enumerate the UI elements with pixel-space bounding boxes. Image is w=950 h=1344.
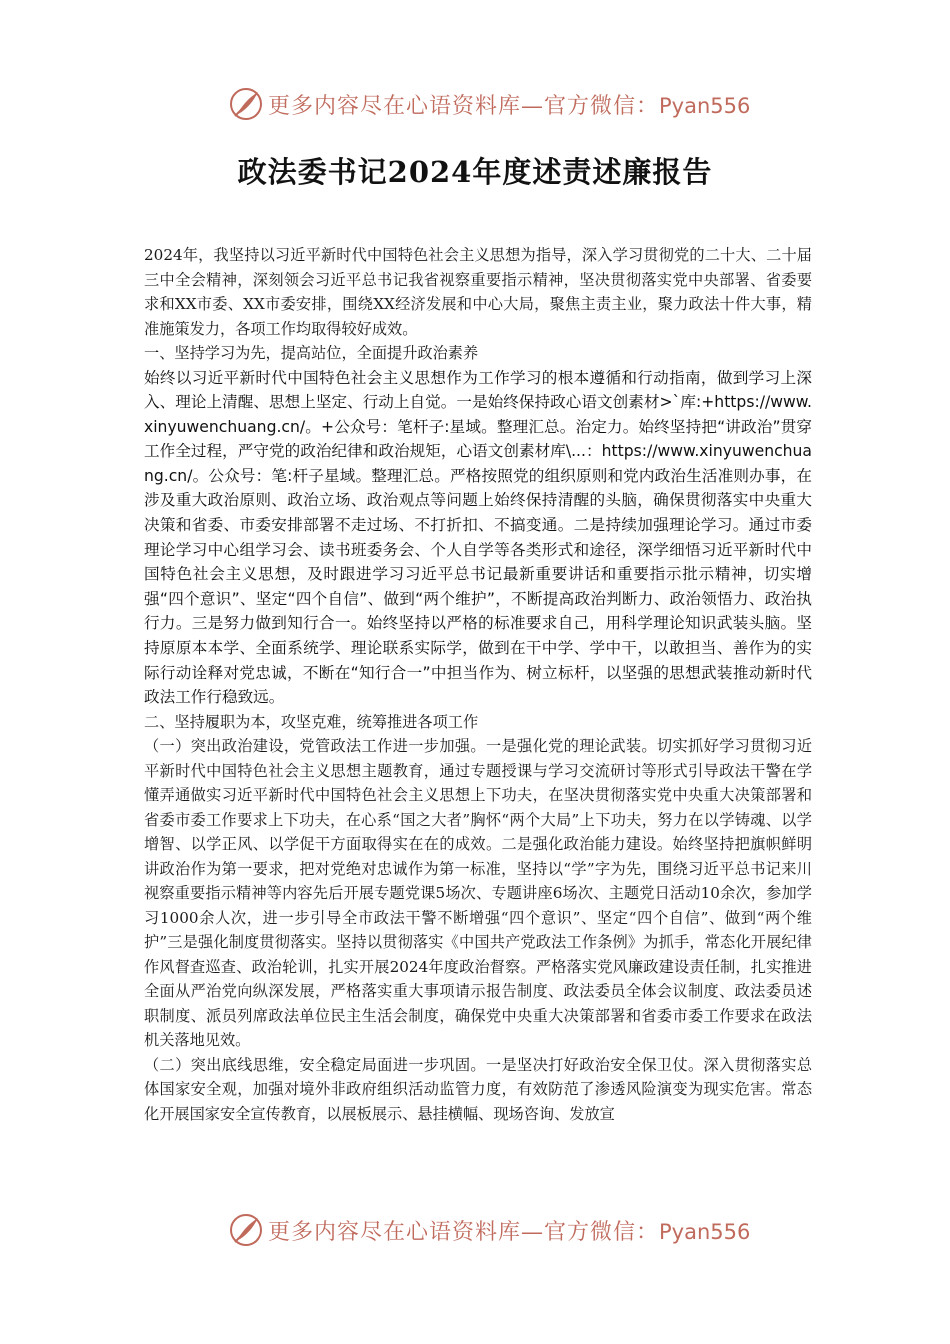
- intro-paragraph: 2024年，我坚持以习近平新时代中国特色社会主义思想为指导，深入学习贯彻党的二十大、二十届三中全会精神，深刻领会习近平总书记我省视察重要指示精神，坚决贯彻落实党中央部署、省委要求和XX市委、XX市委安排，围绕XX经济发展和中心大局，聚焦主责主业，聚力政法十件大事，精准施策发力，各项工作均取得较好成效。: [144, 246, 812, 338]
- document-title: 政法委书记2024年度述责述廉报告: [237, 155, 713, 189]
- subsection-2-paragraph: （二）突出底线思维，安全稳定局面进一步巩固。一是坚决打好政治安全保卫仗。深入贯彻落实总体国家安全观，加强对境外非政府组织活动监管力度，有效防范了渗透风险演变为现实危害。常态化开展国家安全宣传教育，以展板展示、悬挂横幅、现场咨询、发放宣: [144, 1055, 812, 1123]
- quill-logo-icon: [228, 1212, 264, 1248]
- subsection-1-paragraph: （一）突出政治建设，党管政法工作进一步加强。一是强化党的理论武装。切实抓好学习贯彻习近平新时代中国特色社会主义思想主题教育，通过专题授课与学习交流研讨等形式引导政法干警在学懂弄通做实习近平新时代中国特色社会主义思想上下功夫，在坚决贯彻落实党中央重大决策部署和省委市委工作要求上下功夫，在心系“国之大者”胸怀“两个大局”上下功夫，努力在以学铸魂、以学增智、以学正风、以学促干方面取得实在在的成效。二是强化政治能力建设。始终坚持把旗帜鲜明讲政治作为第一要求，把对党绝对忠诚作为第一标准，坚持以“学”字为先，围绕习近平总书记来川视察重要指示精神等内容先后开展专题党课5场次、专题讲座6场次、主题党日活动10余次，参加学习1000余人次，进一步引导全市政法干警不断增强“四个意识”、坚定“四个自信”、做到“两个维护”三是强化制度贯彻落实。坚持以贯彻落实《中国共产党政法工作条例》为抓手，常态化开展纪律作风督查巡查、政治轮训，扎实开展2024年度政治督察。严格落实党风廉政建设责任制，扎实推进全面从严治党向纵深发展，严格落实重大事项请示报告制度、政法委员全体会议制度、政法委员述职制度、派员列席政法单位民主生活会制度，确保党中央重大决策部署和省委市委工作要求在政法机关落地见效。: [144, 737, 812, 1050]
- quill-logo-icon: [228, 86, 264, 122]
- watermark-text-top: 更多内容尽在心语资料库—官方微信：Pyan556: [268, 93, 751, 119]
- document-body: [144, 243, 812, 1126]
- watermark-banner-bottom: [228, 1210, 751, 1250]
- section-heading-1: 一、坚持学习为先，提高站位，全面提升政治素养: [144, 344, 479, 362]
- watermark-banner-top: [228, 84, 751, 124]
- section-heading-2: 二、坚持履职为本，攻坚克难，统筹推进各项工作: [144, 712, 479, 731]
- section-1-paragraph: 始终以习近平新时代中国特色社会主义思想作为工作学习的根本遵循和行动指南，做到学习上深入、理论上清醒、思想上坚定、行动上自觉。一是始终保持政心语文创素材>`库:+https://www.xinyuwenchuang.cn/。+公众号：笔杆子:星域。整理汇总。治定力。始终坚持把“讲政治”贯穿工作全过程，严守党的政治纪律和政治规矩，心语文创素材库\...：https://www.xinyuwenchuang.cn/。公众号：笔:杆子星域。整理汇总。严格按照党的组织原则和党内政治生活准则办事，在涉及重大政治原则、政治立场、政治观点等问题上始终保持清醒的头脑，确保贯彻落实中央重大决策和省委、市委安排部署不走过场、不打折扣、不搞变通。二是持续加强理论学习。通过市委理论学习中心组学习会、读书班委务会、个人自学等各类形式和途径，深学细悟习近平新时代中国特色社会主义思想，及时跟进学习习近平总书记最新重要讲话和重要指示批示精神，切实增强“四个意识”、坚定“四个自信”、做到“两个维护”，不断提高政治判断力、政治领悟力、政治执行力。三是努力做到知行合一。始终坚持以严格的标准要求自己，用科学理论知识武装头脑。坚持原原本本学、全面系统学、理论联系实际学，做到在干中学、学中干，以敢担当、善作为的实际行动诠释对党忠诚，不断在“知行合一”中担当作为、树立标杆，以坚强的思想武装推动新时代政法工作行稳致远。: [144, 368, 812, 707]
- watermark-text-bottom: 更多内容尽在心语资料库—官方微信：Pyan556: [268, 1219, 751, 1245]
